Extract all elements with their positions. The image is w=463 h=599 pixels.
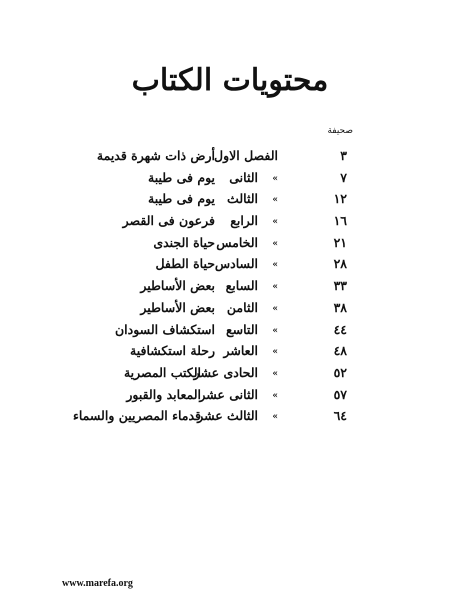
toc-chapter: السادس (214, 256, 258, 272)
toc-chapter: الرابع (230, 213, 258, 229)
toc-ditto-mark: » (272, 217, 278, 228)
toc-row (0, 278, 463, 300)
toc-ditto-mark: » (272, 303, 278, 314)
toc-ditto-mark: » (272, 260, 278, 271)
toc-row (0, 365, 463, 387)
toc-title: فرعون فى القصر (122, 213, 215, 229)
toc-page-number: ٢٨ (333, 256, 347, 272)
toc-title: أرض ذات شهرة قديمة (96, 148, 215, 163)
toc-row (0, 322, 463, 344)
toc-title: يوم فى طيبة (148, 191, 215, 207)
toc-title: قدماء المصريين والسماء (72, 408, 201, 424)
toc-ditto-mark: » (272, 412, 278, 423)
toc-page-number: ٤٨ (333, 343, 347, 359)
page-title: محتويات الكتاب (131, 63, 329, 98)
toc-title: بعض الأساطير (140, 278, 215, 294)
toc-chapter: الحادى عشر (193, 364, 258, 380)
toc-page-number: ٣ (340, 148, 347, 163)
toc-row (0, 300, 463, 322)
toc-ditto-mark: » (272, 282, 278, 293)
toc-row (0, 343, 463, 365)
toc-page-number: ٣٨ (333, 299, 347, 315)
toc-ditto-mark: » (272, 368, 278, 379)
toc-row (0, 256, 463, 278)
toc-row (0, 235, 463, 257)
toc-ditto-mark: » (272, 238, 278, 249)
toc-row (0, 148, 463, 170)
toc-row (0, 191, 463, 213)
toc-row (0, 408, 463, 430)
toc-chapter: السابع (225, 278, 258, 294)
toc-ditto-mark: » (272, 325, 278, 336)
toc-chapter: الثانى عشر (199, 386, 258, 402)
page-column-header: صحيفة (327, 126, 353, 136)
toc-ditto-mark: » (272, 173, 278, 184)
toc-row (0, 213, 463, 235)
toc-chapter: الفصل الاول (214, 148, 278, 163)
toc-title: بعض الأساطير (140, 299, 215, 315)
toc-row (0, 387, 463, 409)
toc-page-number: ٦٤ (333, 408, 347, 424)
toc-title: يوم فى طيبة (148, 169, 215, 185)
toc-title: حياة الجندى (153, 234, 215, 250)
toc-title: الكتب المصرية (123, 364, 201, 380)
toc-page-number: ٧ (340, 169, 347, 185)
toc-ditto-mark: » (272, 195, 278, 206)
toc-title: استكشاف السودان (115, 321, 215, 337)
footer-url: www.marefa.org (62, 578, 133, 589)
toc-chapter: الثامن (226, 299, 258, 315)
toc-title: المعابد والقبور (126, 386, 201, 402)
toc-title: رحلة استكشافية (130, 343, 215, 359)
toc-page-number: ١٦ (333, 213, 347, 229)
toc-page-number: ٤٤ (333, 321, 347, 337)
toc-ditto-mark: » (272, 347, 278, 358)
toc-chapter: الخامس (216, 234, 258, 250)
toc-chapter: الثالث (227, 191, 258, 207)
toc-ditto-mark: » (272, 390, 278, 401)
toc-chapter: الثالث عشر (197, 408, 258, 424)
toc-page-number: ٥٢ (333, 364, 347, 380)
toc-page-number: ٥٧ (333, 386, 347, 402)
toc-page-number: ٢١ (333, 234, 347, 250)
toc-chapter: الثانى (229, 169, 258, 185)
toc-row (0, 170, 463, 192)
toc-page-number: ٣٣ (333, 278, 347, 294)
toc-chapter: التاسع (226, 321, 258, 337)
table-of-contents (0, 148, 463, 430)
toc-title: حياة الطفل (155, 256, 215, 272)
toc-chapter: العاشر (223, 343, 258, 359)
toc-page-number: ١٢ (333, 191, 347, 207)
